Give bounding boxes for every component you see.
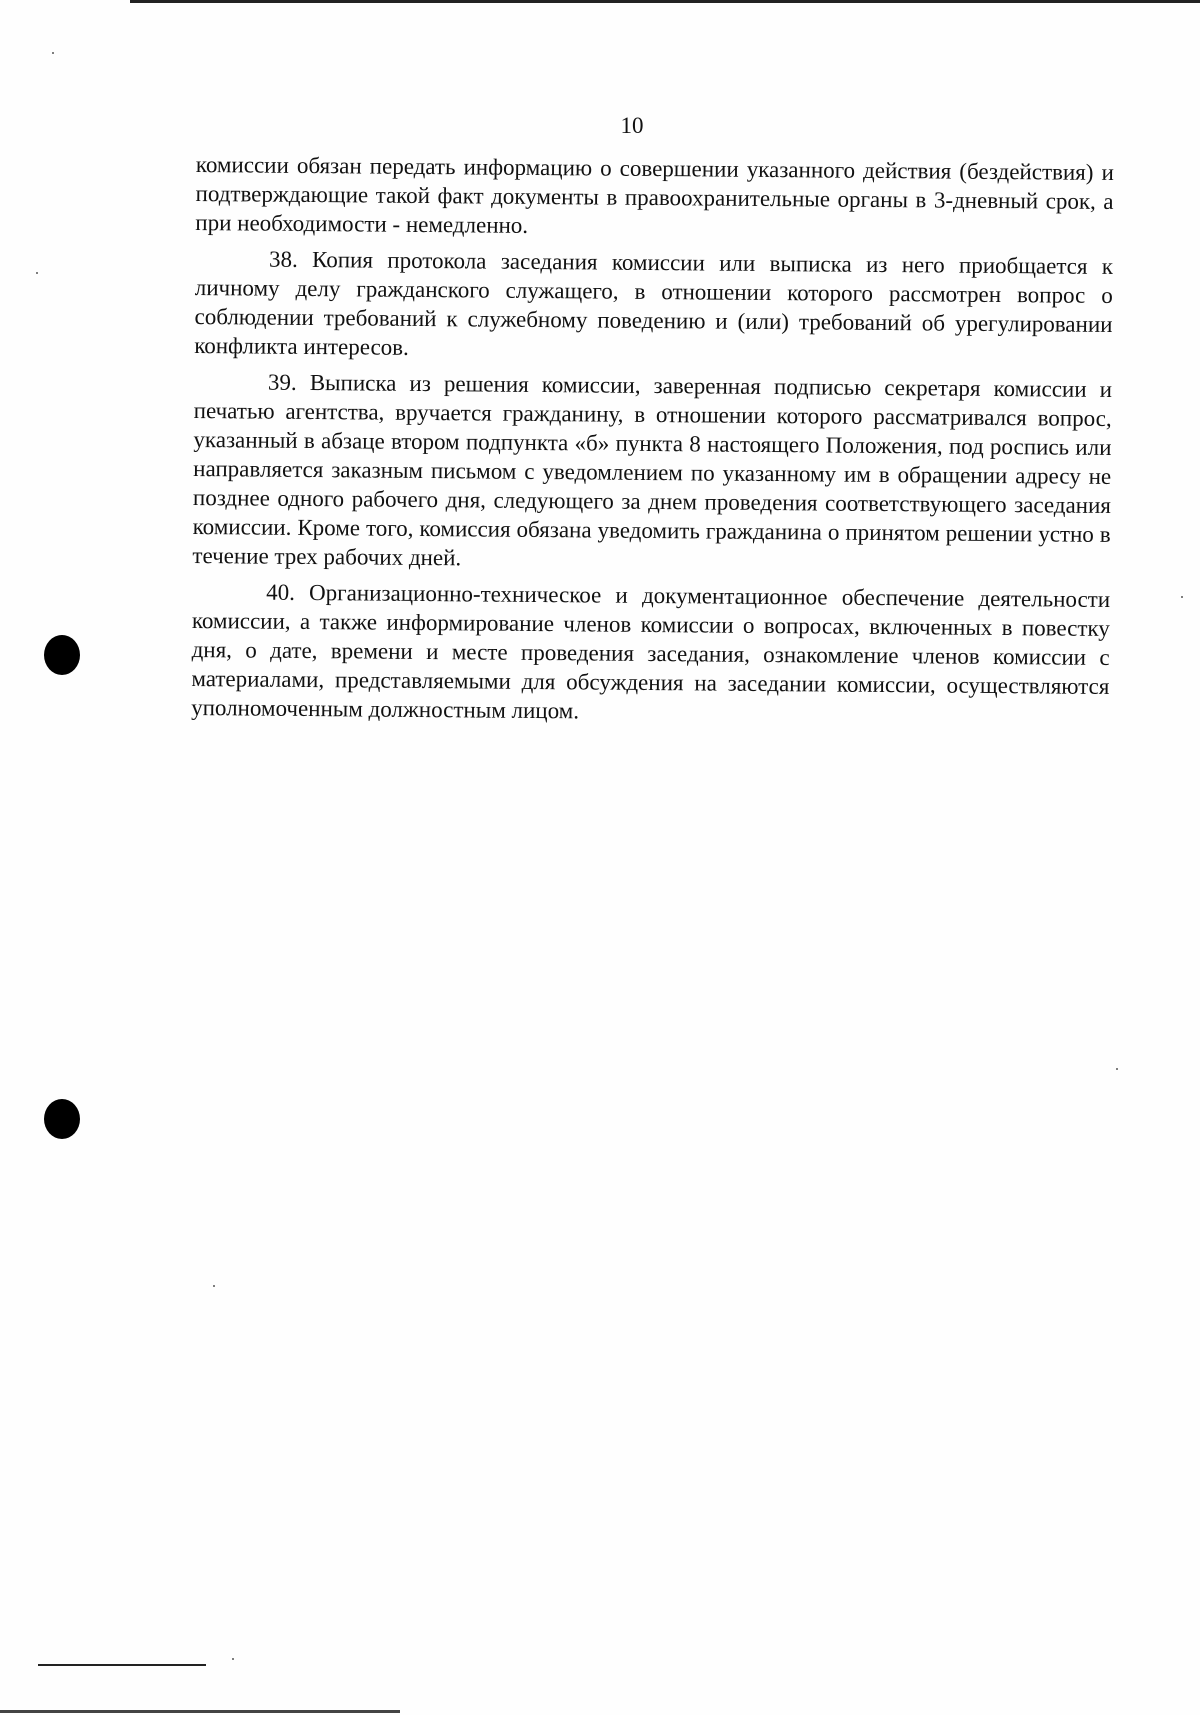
- scan-speck: [36, 272, 38, 274]
- scan-speck: [213, 1285, 215, 1287]
- paragraph-continuation: комиссии обязан передать информацию о совершении указанного действия (бездействия) и подтверждающие такой факт документы в правоохранительные органы в 3-дневный срок, а при необходимости - немедленно.: [195, 151, 1114, 238]
- paragraph-item-40: 40. Организационно-техническое и документационное обеспечение деятельности комиссии, а также информирование членов комиссии о вопросах, включенных в повестку дня, о дате, времени и месте проведения заседания, ознакомление членов комиссии с материалами, представляемыми для обсуждения на заседании комиссии, осуществляются уполномоченным должностным лицом.: [191, 579, 1111, 724]
- scan-speck: [232, 1658, 234, 1660]
- footnote-divider: [38, 1664, 206, 1666]
- scan-speck: [1116, 1068, 1118, 1070]
- punch-hole-mark: [44, 635, 80, 675]
- paragraph-item-38: 38. Копия протокола заседания комиссии или выписка из него приобщается к личному делу гражданского служащего, в отношении которого рассмотрен вопрос о соблюдении требований к служебному поведению и (или) требований об урегулировании конфликта интересов.: [194, 246, 1114, 360]
- punch-hole-mark: [44, 1099, 80, 1139]
- scan-speck: [52, 52, 54, 54]
- scan-top-edge: [130, 0, 1200, 3]
- scan-speck: [1181, 596, 1183, 598]
- document-body: [191, 150, 1114, 737]
- paragraph-item-39: 39. Выписка из решения комиссии, заверенная подписью секретаря комиссии и печатью агентства, вручается гражданину, в отношении которого рассматривался вопрос, указанный в абзаце втором подпункта «б» пункта 8 настоящего Положения, под роспись или направляется заказным письмом с уведомлением по указанному им в обращении адресу не позднее одного рабочего дня, следующего за днем проведения соответствующего заседания комиссии. Кроме того, комиссия обязана уведомить гражданина о принятом решении устно в течение трех рабочих дней.: [192, 369, 1113, 571]
- page-number: 10: [620, 113, 644, 138]
- scan-bottom-edge: [0, 1710, 400, 1713]
